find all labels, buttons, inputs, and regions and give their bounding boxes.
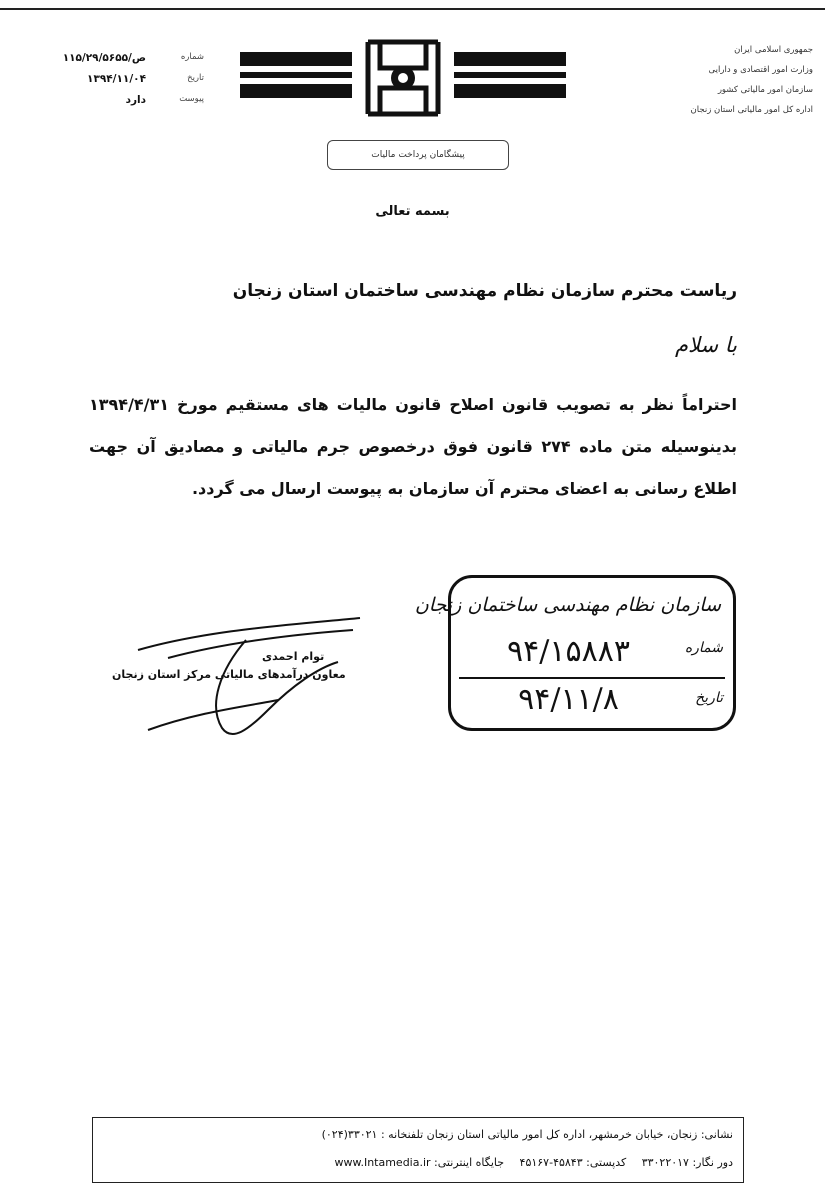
footer-address: نشانی: زنجان، خیابان خرمشهر، اداره کل امور مالیاتی استان زنجان تلفنخانه : ۳۳۰۲۱(۰۲۴) [321,1128,733,1141]
signatory-name: توام احمدی [262,650,325,663]
meta-row-number [14,52,204,73]
org-line-office: اداره کل امور مالیاتی استان زنجان [690,105,813,115]
org-line-organization: سازمان امور مالیاتی کشور [717,85,813,95]
meta-row-attachment [14,94,204,115]
recipient-line: ریاست محترم سازمان نظام مهندسی ساختمان استان زنجان [232,281,737,301]
stamp-date-value: ۹۴/۱۱/۸ [518,682,619,717]
tax-organization-logo [238,38,568,118]
signatory-title: معاون درآمدهای مالیاتی مرکز استان زنجان [112,668,346,681]
stamp-date-label: تاریخ [695,690,723,706]
footer-box [92,1117,744,1183]
meta-date-label: تاریخ [187,73,204,83]
stamp-title: سازمان نظام مهندسی ساختمان زنجان [414,594,721,616]
meta-row-date [14,73,204,94]
greeting-handwritten: با سلام [674,333,737,357]
meta-attachment-value: دارد [125,94,146,106]
footer-contact-line [322,1156,733,1169]
letter-meta [14,52,204,115]
meta-number-value: ۱۱۵/۲۹/۵۶۵۵/ص [62,52,146,64]
stamp-divider [459,677,725,679]
stamp-number-label: شماره [684,640,723,656]
meta-date-value: ۱۳۹۴/۱۱/۰۴ [87,73,146,85]
receipt-stamp [414,575,736,731]
footer-postal-code: کدپستی: ۴۵۸۴۳-۴۵۱۶۷ [519,1156,627,1169]
slogan-box: پیشگامان پرداخت مالیات [327,140,509,170]
meta-attachment-label: پیوست [179,94,204,104]
stamp-number-value: ۹۴/۱۵۸۸۳ [507,634,630,669]
org-line-country: جمهوری اسلامی ایران [734,45,813,55]
letter-body: احتراماً نظر به تصویب قانون اصلاح قانون مالیات های مستقیم مورخ ۱۳۹۴/۴/۳۱ بدینوسیله متن ماده ۲۷۴ قانون فوق درخصوص جرم مالیاتی و مصادیق آن جهت اطلاع رسانی به اعضای محترم آن سازمان به پیوست ارسال می گردد. [89,395,738,498]
organization-header [643,40,813,120]
footer-website: جایگاه اینترنتی: www.Intamedia.ir [334,1156,505,1169]
top-border-line [0,8,825,10]
org-line-ministry: وزارت امور اقتصادی و دارایی [708,65,813,75]
footer-fax: دور نگار: ۳۳۰۲۲۰۱۷ [641,1156,733,1169]
meta-number-label: شماره [180,52,204,62]
bismillah-heading: بسمه تعالی [375,204,450,219]
